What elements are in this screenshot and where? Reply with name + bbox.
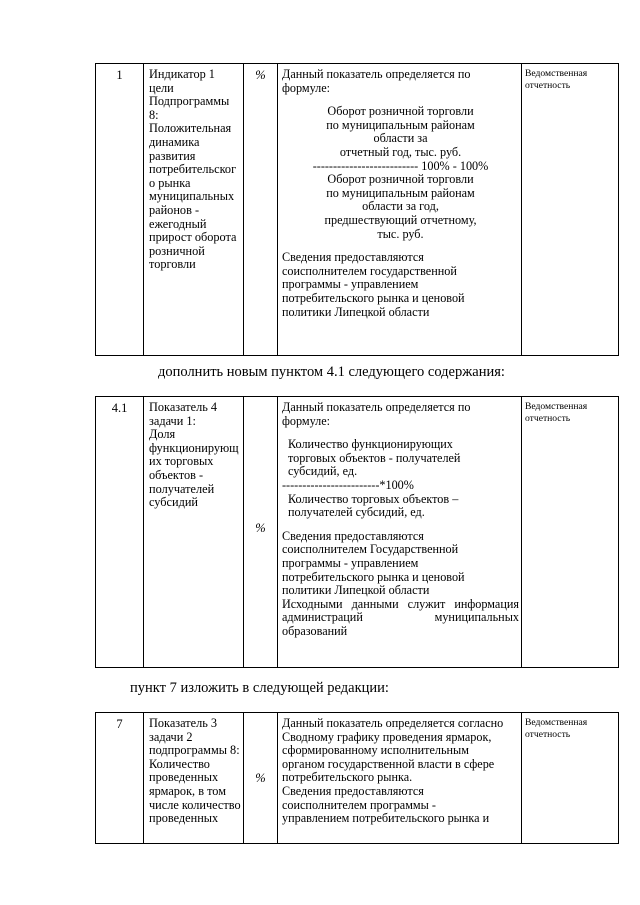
indicator-name: Индикатор 1 цели Подпрограммы 8: Положительная динамика развития потребительског о рынка муниципальных районов - ежегодный прирост оборота розничной торговли: [149, 67, 237, 272]
cell-source: [522, 64, 618, 355]
cell-indicator-name: [144, 397, 244, 667]
row-number: 1: [116, 68, 123, 82]
cell-unit: [244, 397, 278, 667]
cell-number: [96, 713, 144, 843]
row-number: 7: [116, 717, 123, 731]
unit-label: %: [255, 68, 266, 82]
cell-method: [278, 713, 522, 843]
method-text: Данный показатель определяется по формуле: Оборот розничной торговли по муниципальным районам области за отчетный год, тыс. руб. -------------------------- 100% - 100% Оборот розничной торговли по муниципальным районам области за год, предшествующий отчетному, тыс. руб. Сведения предоставляются соисполнителем государственной программы - управлением потребительского рынка и ценовой политики Липецкой области: [282, 68, 519, 319]
amendment-paragraph-2: пункт 7 изложить в следующей редакции:: [130, 680, 389, 696]
table-row-1: [95, 63, 619, 356]
cell-unit: [244, 64, 278, 355]
formula-fraction-line: -------------------------- 100% - 100%: [312, 158, 489, 173]
justified-line: администраций муниципальных: [282, 610, 519, 625]
method-text: Данный показатель определяется по формуле: Количество функционирующих торговых объектов - получателей субсидий, ед. ------------------------*100% Количество торговых объектов – получателей субсидий, ед. Сведения предоставляются соисполнителем Государственной программы - управлением потребительского рынка и ценовой политики Липецкой области Исходными данными служит информация администраций муниципальных образований: [282, 400, 519, 638]
table-row-7: [95, 712, 619, 844]
unit-label: %: [255, 771, 266, 785]
justified-line: Исходными данными служит информация: [282, 596, 519, 611]
source-text: Ведомственная отчетность: [525, 717, 588, 740]
cell-indicator-name: [144, 64, 244, 355]
cell-source: [522, 713, 618, 843]
cell-method: [278, 397, 522, 667]
amendment-paragraph-1: дополнить новым пунктом 4.1 следующего содержания:: [158, 364, 505, 380]
cell-source: [522, 397, 618, 667]
indicator-name: Показатель 3 задачи 2 подпрограммы 8: Количество проведенных ярмарок, в том числе количество проведенных: [149, 716, 241, 826]
cell-method: [278, 64, 522, 355]
cell-unit: [244, 713, 278, 843]
indicator-name: Показатель 4 задачи 1: Доля функционирующ их торговых объектов - получателей субсидий: [149, 400, 239, 510]
formula-fraction-line: ------------------------*100%: [282, 477, 414, 492]
source-text: Ведомственная отчетность: [525, 401, 588, 424]
cell-indicator-name: [144, 713, 244, 843]
cell-number: [96, 64, 144, 355]
table-row-4-1: [95, 396, 619, 668]
source-text: Ведомственная отчетность: [525, 68, 588, 91]
cell-number: [96, 397, 144, 667]
row-number: 4.1: [111, 401, 128, 415]
unit-label: %: [255, 521, 266, 535]
method-text: Данный показатель определяется согласно Сводному графику проведения ярмарок, сформированному исполнительным органом государственной власти в сфере потребительского рынка. Сведения предоставляются соисполнителем программы - управлением потребительского рынка и: [282, 716, 504, 826]
